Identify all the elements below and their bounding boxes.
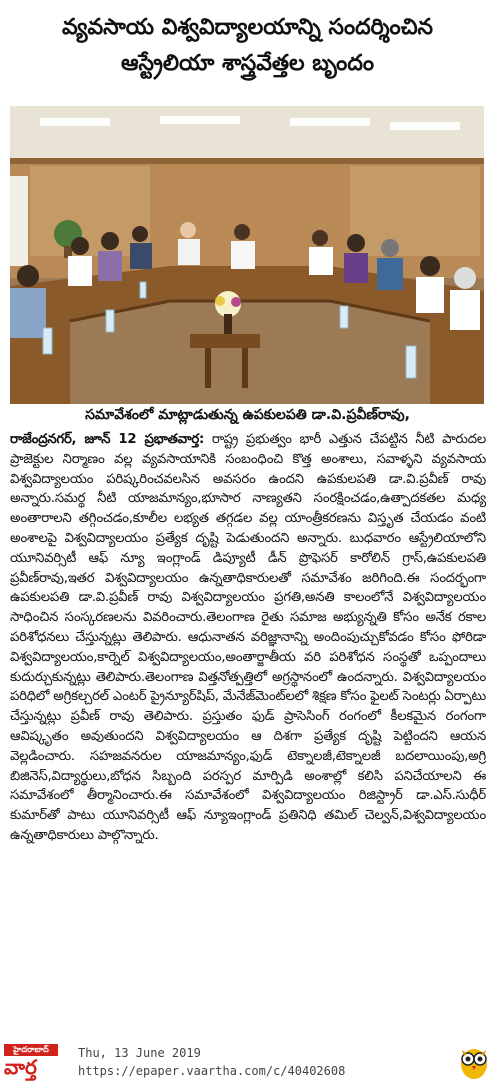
headline (0, 10, 495, 82)
article (10, 430, 486, 846)
edition-date: Thu, 13 June 2019 (78, 1046, 201, 1060)
meeting-photo (10, 106, 484, 404)
photo-caption: సమావేశంలో మాట్లాడుతున్న ఉపకులపతి డా.వి.ప్రవీణ్‌రావు, (85, 407, 410, 423)
logo-edition: హైదరాబాద్ (4, 1044, 58, 1056)
vaartha-logo (4, 1044, 72, 1078)
article-dateline: రాజేంద్రనగర్, జూన్ 12 ప్రభాతవార్త: (10, 432, 205, 447)
article-body: రాష్ట్ర ప్రభుత్వం భారీ ఎత్తున చేపట్టిన నీటి పారుదల ప్రాజెక్టుల నిర్మాణం వల్ల వ్యవసాయానికి సంబంధించి కొత్త అంశాలు, సవాళ్ళని వ్యవసాయ విశ్వవిద్యాలయం పరిష్కరించవలసిన అవసరం ఉందని ఉపకులపతి డా.వి.ప్రవీణ్ రావు అన్నారు.సమర్థ నీటి యాజమాన్యం,భూసార నాణ్యతని సంరక్షించడం,ఉత్పాదకతల మధ్య అంతారాలని తగ్గించడం,కూలీల లభ్యత తగ్గడల వల్ల యాంత్రీకరణను విస్తృత చేయడం వంటి అంశాలపై విశ్వవిద్యాలయం ప్రత్యేక దృష్టి పెడుతుందని అన్నారు. బుధవారం ఆస్ట్రేలియాలోని యూనివర్సిటీ ఆఫ్ న్యూ ఇంగ్లాండ్ డిప్యూటీ డీన్ ప్రొఫెసర్ కారోలిన్ గ్రాస్,ఉపకులపతి ప్రవీణ్‌రావు,ఇతర విశ్వవిద్యాలయం ఉన్నతాధికారులతో సమావేశం జరిగింది.ఈ సందర్భంగా ఉపకులపతి డా.వి.ప్రవీణ్ రావు విశ్వవిద్యాలయం ప్రగతి,అనతి కాలంలోనే విశ్వవిద్యాలయం సాధించిన సంస్కరణలను వివరించారు.తెలంగాణ రైతు సమాజ అభ్యున్నతి కోసం అనేక రకాల పరిశోధనలు చేస్తున్నట్లు తెలిపారు. ఆధునాతన వరిజ్ఞానాన్ని అందింపుచ్చుకోవడం కోసం ఫోరిడా విశ్వవిద్యాలయం,కార్నెల్ విశ్వవిద్యాలయం,అంతార్జాతీయ వరి పరిశోధన సంస్థతో ఒప్పందాలు కుదుర్చుకున్నట్లు తెలిపారు.తెలంగాణ విత్తనోత్పత్తిలో అగ్రస్థానంలో ఉందన్నారు. విశ్వవిద్యాలయం పరిధిలో అగ్రికల్చరల్ ఎంటర్ ప్రైన్యూర్‌షిప్, మేనేజ్‌మెంట్‌లలో శిక్షణ కోసం ఫైలట్ సెంటర్లు ఏర్పాటు చేస్తున్నట్లు ప్రవీణ్ రావు తెలిపారు. ప్రస్తుతం ఫుడ్ ప్రాసెసింగ్ రంగంలో కీలకమైన రంగంగా ఆవిష్కృతం అవుతుందని విశ్వవిద్యాలయం ఆ దిశగా ప్రత్యేక దృష్టి పెట్టిందని ఆయన వెల్లడించారు. సహజవనరుల యాజమాన్యం,ఫుడ్ టెక్నాలజీ,టెక్నాలజీ బదలాయింపు,అగ్రి బిజినెస్,విద్యార్థులు,బోధన సిబ్బంది పరస్పర మార్పిడి అంశాల్లో కలిసి పనిచేయాలని ఈ సమావేశంలో తీర్మానించారు.ఈ సమావేశంలో విశ్వవిద్యాలయం రిజిస్ట్రార్ డా.ఎస్.సుధీర్ కుమార్‌తో పాటు యూనివర్సిటీ ఆఫ్ న్యూఇంగ్లాండ్ ప్రతినిధి తమిల్ చెల్వన్,విశ్వవిద్యాలయం ఉన్నతాధికారులు పాల్గొన్నారు. (10, 432, 486, 843)
footer (0, 1040, 495, 1084)
footer-meta (78, 1044, 345, 1080)
owl-icon (459, 1044, 489, 1080)
logo-title: వార్త (4, 1055, 37, 1079)
headline-line-1: వ్యవసాయ విశ్వవిద్యాలయాన్ని సందర్శించిన (61, 15, 433, 40)
epaper-url[interactable]: https://epaper.vaartha.com/c/40402608 (78, 1064, 346, 1078)
meeting-photo-illustration (10, 106, 484, 404)
headline-line-2: ఆస్ట్రేలియా శాస్త్రవేత్తల బృందం (120, 51, 375, 76)
